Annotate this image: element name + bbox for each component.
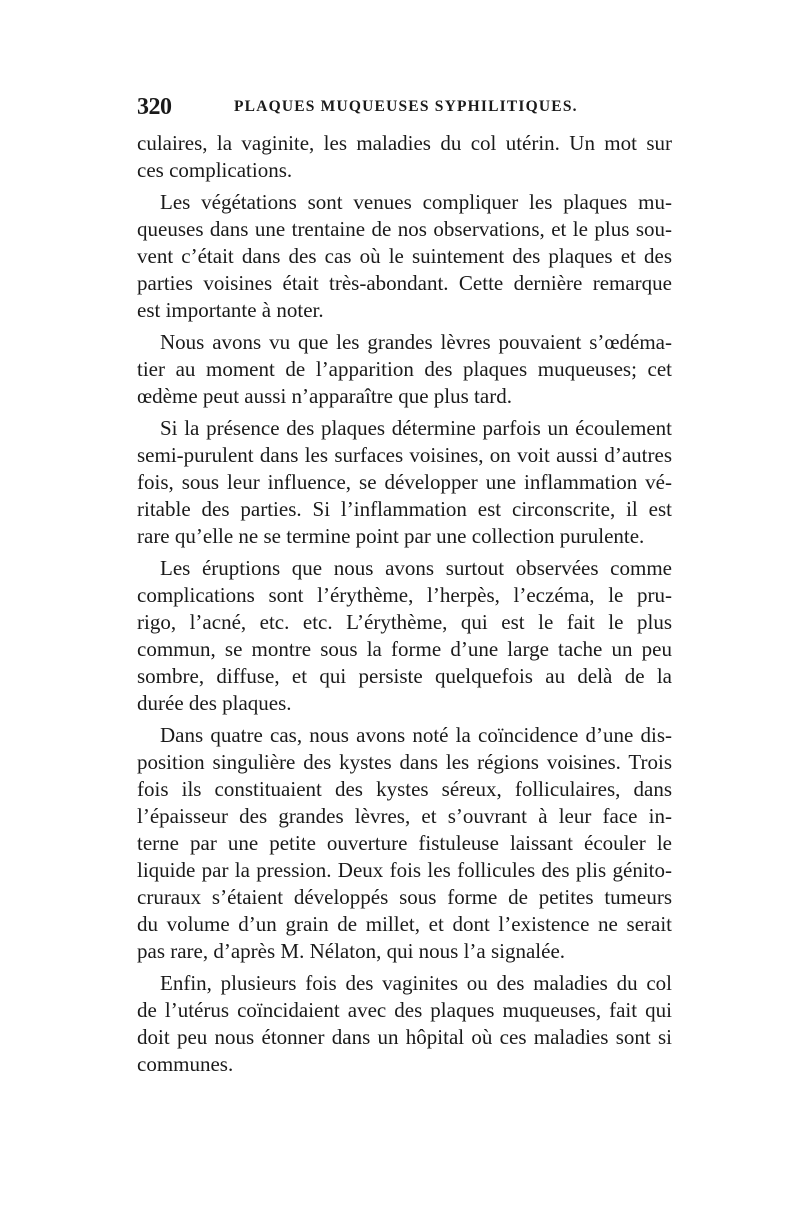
text-line: doit peu nous étonner dans un hôpital où ces maladies sont si bbox=[137, 1025, 672, 1049]
text-line: est importante à noter. bbox=[137, 298, 324, 322]
text-line: liquide par la pression. Deux fois les follicules des plis génito- bbox=[137, 858, 672, 882]
text-line: fois, sous leur influence, se développer une inflammation vé- bbox=[137, 470, 672, 494]
paragraph bbox=[137, 722, 672, 965]
paragraph bbox=[137, 555, 672, 717]
text-line: semi-purulent dans les surfaces voisines, on voit aussi d’autres bbox=[137, 443, 672, 467]
page-number: 320 bbox=[137, 94, 172, 120]
text-line: complications sont l’érythème, l’herpès, l’eczéma, le pru- bbox=[137, 583, 672, 607]
paragraph bbox=[137, 970, 672, 1078]
page-header bbox=[137, 92, 672, 122]
text-line: rigo, l’acné, etc. etc. L’érythème, qui est le fait le plus bbox=[137, 610, 672, 634]
text-line: du volume d’un grain de millet, et dont l’existence ne serait bbox=[137, 912, 672, 936]
text-line: culaires, la vaginite, les maladies du col utérin. Un mot sur bbox=[137, 131, 672, 155]
paragraph bbox=[137, 415, 672, 550]
text-line: tier au moment de l’apparition des plaques muqueuses; cet bbox=[137, 357, 672, 381]
text-line: terne par une petite ouverture fistuleuse laissant écouler le bbox=[137, 831, 672, 855]
text-line: l’épaisseur des grandes lèvres, et s’ouvrant à leur face in- bbox=[137, 804, 672, 828]
text-line: Les végétations sont venues compliquer les plaques mu- bbox=[160, 190, 672, 214]
text-line: parties voisines était très-abondant. Cette dernière remarque bbox=[137, 271, 672, 295]
text-line: vent c’était dans des cas où le suintement des plaques et des bbox=[137, 244, 672, 268]
text-line: cruraux s’étaient développés sous forme de petites tumeurs bbox=[137, 885, 672, 909]
paragraph bbox=[137, 130, 672, 184]
text-line: Enfin, plusieurs fois des vaginites ou des maladies du col bbox=[160, 971, 672, 995]
text-line: queuses dans une trentaine de nos observations, et le plus sou- bbox=[137, 217, 672, 241]
text-line: communes. bbox=[137, 1052, 234, 1076]
text-line: ces complications. bbox=[137, 158, 293, 182]
text-line: commun, se montre sous la forme d’une large tache un peu bbox=[137, 637, 672, 661]
text-line: de l’utérus coïncidaient avec des plaques muqueuses, fait qui bbox=[137, 998, 672, 1022]
text-line: Les éruptions que nous avons surtout observées comme bbox=[160, 556, 672, 580]
text-line: rare qu’elle ne se termine point par une collection purulente. bbox=[137, 524, 645, 548]
text-line: fois ils constituaient des kystes séreux, folliculaires, dans bbox=[137, 777, 672, 801]
body-text bbox=[137, 130, 672, 1078]
running-title: PLAQUES MUQUEUSES SYPHILITIQUES. bbox=[234, 98, 578, 115]
text-line: œdème peut aussi n’apparaître que plus tard. bbox=[137, 384, 512, 408]
text-line: durée des plaques. bbox=[137, 691, 292, 715]
paragraph bbox=[137, 189, 672, 324]
paragraph bbox=[137, 329, 672, 410]
text-line: pas rare, d’après M. Nélaton, qui nous l’a signalée. bbox=[137, 939, 566, 963]
text-line: Dans quatre cas, nous avons noté la coïncidence d’une dis- bbox=[160, 723, 672, 747]
text-line: ritable des parties. Si l’inflammation est circonscrite, il est bbox=[137, 497, 672, 521]
text-line: sombre, diffuse, et qui persiste quelquefois au delà de la bbox=[137, 664, 672, 688]
text-line: Nous avons vu que les grandes lèvres pouvaient s’œdéma- bbox=[160, 330, 672, 354]
text-line: Si la présence des plaques détermine parfois un écoulement bbox=[160, 416, 672, 440]
text-line: position singulière des kystes dans les régions voisines. Trois bbox=[137, 750, 672, 774]
